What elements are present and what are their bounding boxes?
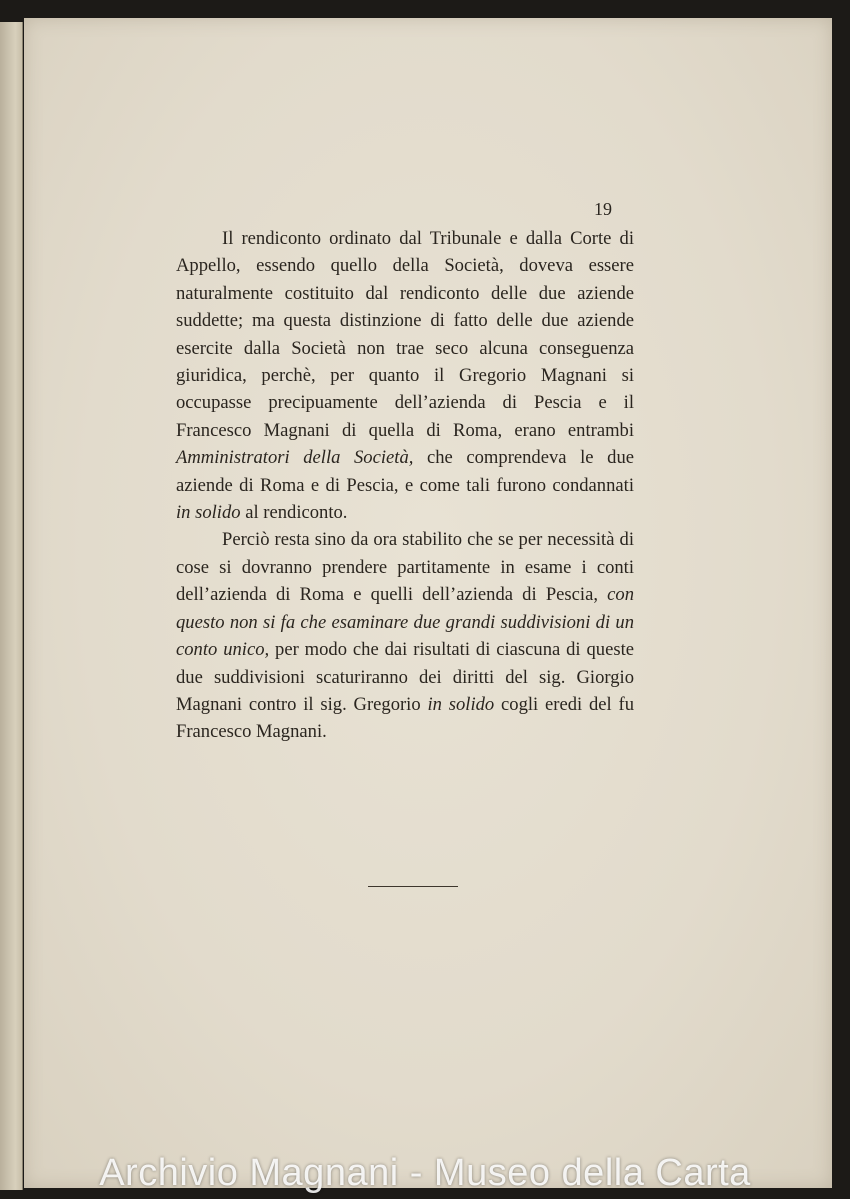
paragraph-2-text-c: cogli eredi del fu Francesco Magnani. <box>176 693 634 743</box>
paragraph-2-text-b: per modo che dai risultati di ciascuna di queste due suddivisioni scaturiranno dei diritti del sig. Giorgio Magnani contro il sig. Gregorio <box>176 639 634 715</box>
archive-watermark: Archivio Magnani - Museo della Carta <box>99 1152 751 1194</box>
paragraph-2-text-a: Perciò resta sino da ora stabilito che se per necessità di cose si dovranno prendere partitamente in esame i conti dell’azienda di Roma e quelli dell’azienda di Pescia, <box>176 529 634 606</box>
facing-page-edge <box>0 22 23 1190</box>
paragraph-1-italic-a: Amministratori della Società, <box>176 447 414 469</box>
paragraph-1 <box>176 225 634 526</box>
paragraph-2-italic-b: in solido <box>427 693 495 715</box>
paragraph-1-text-c: al rendiconto. <box>240 502 348 524</box>
paragraph-2 <box>176 526 634 745</box>
paragraph-1-italic-b: in solido <box>176 502 241 524</box>
page-number: 19 <box>594 199 612 219</box>
body-text <box>176 225 634 746</box>
paragraph-1-text-a: Il rendiconto ordinato dal Tribunale e dalla Corte di Appello, essendo quello della Società, doveva essere naturalmente costituito dal rendiconto delle due aziende suddette; ma questa distinzione di fatto delle due aziende esercite dalla Società non trae seco alcuna conseguenza giuridica, perchè, per quanto il Gregorio Magnani si occupasse precipuamente dell’azienda di Pescia e il Francesco Magnani di quella di Roma, erano entrambi <box>176 228 634 441</box>
section-divider <box>368 886 458 887</box>
paragraph-1-text-b: che comprendeva le due aziende di Roma e di Pescia, e come tali furono condannati <box>176 447 634 496</box>
paragraph-2-italic-a: con questo non si fa che esaminare due grandi suddivisioni di un conto unico, <box>176 584 634 661</box>
